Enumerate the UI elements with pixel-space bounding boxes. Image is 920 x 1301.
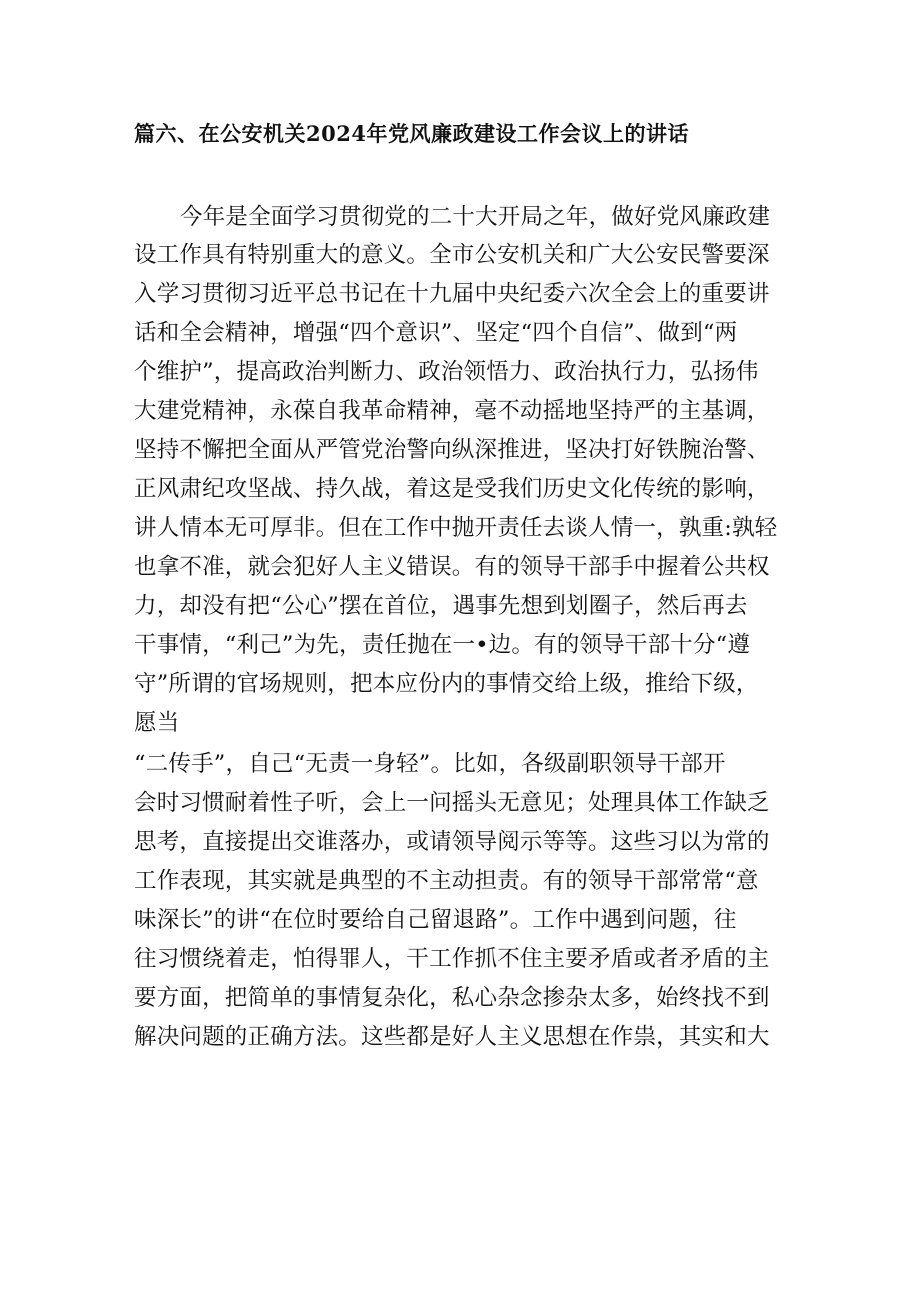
text-line: 要方面，把简单的事情复杂化，私心杂念掺杂太多，始终找不到 <box>134 985 770 1011</box>
text-line: 讲人情本无可厚非。但在工作中抛开责任去谈人情一，孰重:孰轻 <box>134 515 778 541</box>
text-line: 话和全会精神，增强“四个意识”、坚定“四个自信”、做到“两 <box>134 320 738 346</box>
text-line: 力，却没有把“公心”摆在首位，遇事先想到划圈子，然后再去 <box>134 593 748 619</box>
text-line: 坚持不懈把全面从严管党治警向纵深推进，坚决打好铁腕治警、 <box>134 437 770 463</box>
text-line: 也拿不准，就会犯好人主义错误。有的领导干部手中握着公共权 <box>134 554 770 580</box>
text-line: 愿当 <box>134 710 180 736</box>
text-line: 思考，直接提出交谁落办，或请领导阅示等等。这些习以为常的 <box>134 829 770 855</box>
text-line: 入学习贯彻习近平总书记在十九届中央纪委六次全会上的重要讲 <box>134 281 770 307</box>
text-line: 会时习惯耐着性子听，会上一问摇头无意见；处理具体工作缺乏 <box>134 790 770 816</box>
text-line: 大建党精神，永葆自我革命精神，毫不动摇地坚持严的主基调， <box>134 398 770 424</box>
text-line: 守”所谓的官场规则，把本应份内的事情交给上级，推给下级， <box>134 671 759 697</box>
text-line: 解决问题的正确方法。这些都是好人主义思想在作祟，其实和大 <box>134 1024 770 1050</box>
text-line: 个维护”，提高政治判断力、政治领悟力、政治执行力，弘扬伟 <box>134 359 759 385</box>
text-line: “二传手”，自己“无责一身轻”。比如，各级副职领导干部开 <box>134 751 726 777</box>
text-line: 干事情，“利己”为先，责任抛在一•边。有的领导干部十分“遵 <box>134 632 751 658</box>
text-line: 工作表现，其实就是典型的不主动担责。有的领导干部常常“意 <box>134 868 759 894</box>
text-line: 设工作具有特别重大的意义。全市公安机关和广大公安民警要深 <box>134 242 770 268</box>
document-title: 篇六、在公安机关2024年党风廉政建设工作会议上的讲话 <box>134 121 689 146</box>
text-line: 味深长”的讲“在位时要给自己留退路”。工作中遇到问题，往 <box>134 907 737 933</box>
text-line: 今年是全面学习贯彻党的二十大开局之年，做好党风廉政建 <box>180 204 771 230</box>
text-line: 正风肃纪攻坚战、持久战，着这是受我们历史文化传统的影响， <box>134 476 770 502</box>
text-line: 往习惯绕着走，怕得罪人，干工作抓不住主要矛盾或者矛盾的主 <box>134 946 770 972</box>
